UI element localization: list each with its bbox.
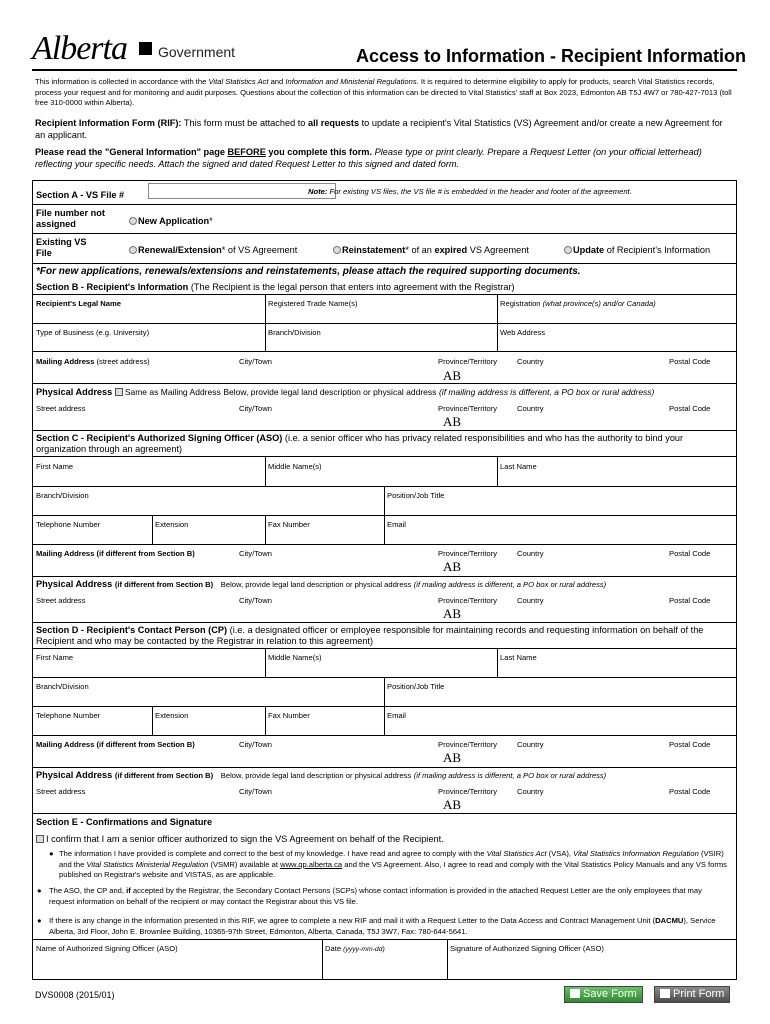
intro-act: Vital Statistics Act [208, 77, 269, 86]
radio-icon [129, 246, 137, 254]
mailing-address-field[interactable]: Mailing Address (if different from Section B) [36, 549, 195, 558]
country-field[interactable]: Country [517, 596, 544, 605]
province-value: AB [443, 797, 462, 812]
province-field[interactable]: Province/Territory [438, 404, 498, 413]
rif-text: to update a recipient's Vital Statistics (VS) Agreement and/or create a new Agreement for an applicant. [35, 118, 723, 140]
registration-italic: (what province(s) and/or Canada) [542, 299, 656, 308]
section-e-title: Section E - Confirmations and Signature [36, 817, 213, 827]
extension-field[interactable]: Extension [155, 711, 189, 720]
instructions [35, 147, 735, 170]
confirmation-bullet-1 [59, 849, 727, 881]
rif-text: This form must be attached to [183, 118, 306, 128]
intro-part: This information is collected in accordance with the [35, 77, 207, 86]
radio-label: New Application [138, 216, 210, 226]
title-divider [32, 69, 737, 71]
confirmation-bullet-3 [49, 916, 717, 937]
intro-text [35, 77, 735, 109]
street-address-field[interactable]: Street address [36, 404, 86, 413]
note-lead: Note: [308, 187, 328, 196]
bullet-icon: ● [37, 916, 42, 925]
city-field[interactable]: City/Town [239, 549, 272, 558]
instructions-italic: Please type or print clearly. Prepare a Request Letter (on your official letterhead) reflecting your specific needs. Attach the signed and dated Request Letter to this signed and dated form. [35, 147, 702, 169]
branch-field[interactable]: Branch/Division [268, 328, 321, 337]
physical-address-row [36, 387, 654, 397]
street-address-field[interactable]: Street address [36, 596, 86, 605]
legal-name-field[interactable]: Recipient's Legal Name [36, 299, 121, 308]
position-field[interactable]: Position/Job Title [387, 682, 445, 691]
checkbox-label: Same as Mailing Address [124, 387, 221, 397]
rif-bold: all requests [307, 118, 360, 128]
qp-alberta-link[interactable]: www.qp.alberta.ca [280, 859, 343, 869]
note-text: For existing VS files, the VS file # is embedded in the header and footer of the agreement. [329, 187, 632, 196]
bullet-bold: if [126, 886, 131, 895]
physical-address-row [36, 770, 606, 780]
physical-italic: (if mailing address is different, a PO box or rural address) [413, 580, 607, 589]
province-value: AB [443, 559, 462, 574]
section-b-title: Section B - Recipient's Information [36, 282, 189, 292]
mailing-tail: (street address) [96, 357, 150, 366]
radio-mid: of an [411, 245, 432, 255]
section-d-desc: (i.e. a designated officer or employee responsible for maintaining records and requesting information on behalf of the Recipient and who may be contacted by the Registrar in relation to this agreement) [36, 625, 704, 646]
confirm-label: I confirm that I am a senior officer authorized to sign the VS Agreement on behalf of the Recipient. [46, 834, 444, 844]
section-d-header [36, 625, 734, 647]
extension-field[interactable]: Extension [155, 520, 189, 529]
bullet-text: The ASO, the CP and, [49, 886, 124, 895]
province-field[interactable]: Province/Territory [438, 787, 498, 796]
postal-code-field[interactable]: Postal Code [669, 357, 711, 366]
checkbox-icon [36, 835, 44, 843]
date-field[interactable] [325, 944, 385, 953]
first-name-field[interactable]: First Name [36, 653, 74, 662]
section-c-header [36, 433, 726, 455]
last-name-field[interactable]: Last Name [500, 462, 537, 471]
page-title: Access to Information - Recipient Information [356, 46, 747, 66]
radio-tail: VS Agreement [469, 245, 529, 255]
supporting-docs-notice: *For new applications, renewals/extensions and reinstatements, please attach the required supporting documents. [36, 266, 581, 277]
physical-desc: Below, provide legal land description or physical address [220, 771, 412, 780]
province-field[interactable]: Province/Territory [438, 549, 498, 558]
registration-field[interactable] [500, 299, 656, 308]
intro-regulation: Information and Ministerial Regulations [285, 77, 417, 86]
bullet-text: (VSIR) and the [59, 849, 724, 869]
bullet-bold: DACMU [655, 916, 684, 925]
registration-label: Registration [500, 299, 541, 308]
radio-icon [564, 246, 572, 254]
section-a-label: Section A - VS File # [36, 190, 125, 200]
mailing-address-field[interactable] [36, 357, 150, 366]
province-value: AB [443, 750, 462, 765]
bullet-italic: Vital Statistics Ministerial Regulation [86, 859, 209, 869]
type-business-field[interactable]: Type of Business (e.g. University) [36, 328, 150, 337]
bullet-text: (VSMR) available at [210, 859, 278, 869]
confirmation-bullet-2 [49, 886, 717, 907]
bullet-italic: Vital Statistics Information Regulation [573, 849, 699, 858]
rif-description [35, 118, 735, 141]
bullet-text: and the VS Agreement. Also, I agree to read and comply with the Vital Statistics Policy Manuals and any VS forms published on Registrar's website and VISTAS, as are applicable. [59, 859, 727, 879]
middle-name-field[interactable]: Middle Name(s) [268, 653, 322, 662]
branch-field[interactable]: Branch/Division [36, 682, 89, 691]
city-field[interactable]: City/Town [239, 404, 272, 413]
province-value: AB [443, 414, 462, 429]
section-c-title: Section C - Recipient's Authorized Signing Officer (ASO) [36, 433, 283, 443]
physical-italic: (if mailing address is different, a PO box or rural address) [413, 771, 607, 780]
radio-label: Renewal/Extension [138, 245, 222, 255]
position-field[interactable]: Position/Job Title [387, 491, 445, 500]
bullet-text: accepted by the Registrar, the Secondary Contact Persons (SCPs) whose contact information is provided in the attached Request Letter are the only employees that may request information on behalf of the recipient or may contact the Registrar about this VS file. [49, 886, 702, 906]
radio-expired: expired [434, 245, 468, 255]
asterisk: * [221, 245, 226, 255]
renewal-radio[interactable] [129, 245, 297, 255]
province-value: AB [443, 368, 462, 383]
instructions-lead: you complete this form. [268, 147, 373, 157]
province-field[interactable]: Province/Territory [438, 596, 498, 605]
bullet-text: (VSA), [548, 849, 572, 858]
section-b-desc: (The Recipient is the legal person that enters into agreement with the Registrar) [190, 282, 515, 292]
postal-code-field[interactable]: Postal Code [669, 549, 711, 558]
web-address-field[interactable]: Web Address [500, 328, 546, 337]
section-d-title: Section D - Recipient's Contact Person (CP) [36, 625, 228, 635]
same-as-mailing-checkbox[interactable] [115, 387, 221, 397]
physical-desc: Below, provide legal land description or physical address [220, 580, 412, 589]
physical-italic: (if mailing address is different, a PO box or rural address) [438, 387, 655, 397]
physical-address-row [36, 579, 606, 589]
city-field[interactable]: City/Town [239, 787, 272, 796]
postal-code-field[interactable]: Postal Code [669, 596, 711, 605]
physical-tail: (if different from Section B) [114, 580, 214, 589]
intro-and: and [270, 77, 284, 86]
asterisk: * [405, 245, 409, 255]
last-name-field[interactable]: Last Name [500, 653, 537, 662]
file-number-label: File number not assigned [36, 208, 105, 229]
save-form-button[interactable] [564, 986, 643, 1003]
physical-label: Physical Address [36, 770, 113, 780]
bullet-italic: Vital Statistics Act [486, 849, 547, 858]
trade-name-field[interactable]: Registered Trade Name(s) [268, 299, 358, 308]
section-b-header [36, 282, 515, 292]
save-icon [570, 989, 580, 998]
instructions-before: BEFORE [227, 147, 266, 157]
physical-label: Physical Address [36, 579, 113, 589]
government-label: Government [158, 44, 236, 60]
province-value: AB [443, 606, 462, 621]
bullet-text: The information I have provided is complete and correct to the best of my knowledge. I have read and agree to comply with the [59, 849, 485, 858]
instructions-lead: Please read the "General Information" page [35, 147, 225, 157]
telephone-field[interactable]: Telephone Number [36, 520, 101, 529]
street-address-field[interactable]: Street address [36, 787, 86, 796]
signature-field[interactable]: Signature of Authorized Signing Officer (ASO) [450, 944, 604, 953]
country-field[interactable]: Country [517, 740, 544, 749]
physical-desc: Below, provide legal land description or physical address [223, 387, 437, 397]
aso-name-field[interactable]: Name of Authorized Signing Officer (ASO) [36, 944, 178, 953]
radio-label: Reinstatement [342, 245, 406, 255]
bullet-text: If there is any change in the information presented in this RIF, we agree to complete a new RIF and mail it with a Request Letter to the Data Access and Contract Management Unit ( [49, 916, 656, 925]
physical-tail: (if different from Section B) [114, 771, 214, 780]
city-field[interactable]: City/Town [239, 596, 272, 605]
country-field[interactable]: Country [517, 357, 544, 366]
form-code: DVS0008 (2015/01) [35, 990, 115, 1000]
bullet-icon: ● [49, 849, 54, 858]
date-format: (yyyy-mm-dd) [343, 946, 385, 953]
physical-label: Physical Address [36, 387, 113, 397]
date-label: Date [325, 944, 342, 953]
confirm-checkbox[interactable] [36, 834, 444, 844]
section-a-note [308, 187, 632, 196]
recipient-form [32, 180, 737, 980]
telephone-field[interactable]: Telephone Number [36, 711, 101, 720]
print-form-button[interactable] [654, 986, 730, 1003]
section-c-desc: (i.e. a senior officer who has privacy related responsibilities and who has the authority to bind your organization through an agreement) [36, 433, 684, 454]
asterisk: * [209, 216, 213, 226]
alberta-logo-mark-icon [139, 42, 152, 55]
mailing-label: Mailing Address [36, 357, 95, 366]
mailing-address-field[interactable]: Mailing Address (if different from Section B) [36, 740, 195, 749]
bullet-icon: ● [37, 886, 42, 895]
email-field[interactable]: Email [387, 520, 406, 529]
country-field[interactable]: Country [517, 549, 544, 558]
country-field[interactable]: Country [517, 787, 544, 796]
radio-tail: of Recipient's Information [606, 245, 711, 255]
print-icon [660, 989, 670, 998]
postal-code-field[interactable]: Postal Code [669, 740, 711, 749]
radio-icon [333, 246, 341, 254]
bullet-text: ), Service Alberta, 3rd Floor, John E. Brownlee Building, 10365-97th Street, Edmonton, Alberta, Canada, T5J 3W7, Fax: 780-644-5641. [49, 916, 716, 936]
radio-tail: of VS Agreement [227, 245, 298, 255]
middle-name-field[interactable]: Middle Name(s) [268, 462, 322, 471]
save-label: Save Form [583, 988, 637, 1000]
first-name-field[interactable]: First Name [36, 462, 74, 471]
country-field[interactable]: Country [517, 404, 544, 413]
new-application-radio[interactable] [129, 216, 213, 226]
radio-label: Update [573, 245, 605, 255]
fax-field[interactable]: Fax Number [268, 520, 310, 529]
alberta-logo: Alberta [32, 30, 127, 67]
checkbox-icon [115, 388, 123, 396]
existing-vs-label: Existing VS File [36, 237, 87, 258]
reinstatement-radio[interactable] [333, 245, 529, 255]
intro-part: . It is required to determine eligibility to apply for products, search Vital Statistics records, process your request and for monitoring and audit purposes. Questions about the collection of this information can be directed to Vital Statistics' staff at Box 2023, Edmonton AB T5J 4W7 or 780-427-7013 (toll free 310-0000 within Alberta). [35, 77, 732, 107]
update-radio[interactable] [564, 245, 710, 255]
province-field[interactable]: Province/Territory [438, 357, 498, 366]
print-label: Print Form [673, 988, 725, 1000]
city-field[interactable]: City/Town [239, 740, 272, 749]
email-field[interactable]: Email [387, 711, 406, 720]
province-field[interactable]: Province/Territory [438, 740, 498, 749]
radio-icon [129, 217, 137, 225]
branch-field[interactable]: Branch/Division [36, 491, 89, 500]
postal-code-field[interactable]: Postal Code [669, 404, 711, 413]
postal-code-field[interactable]: Postal Code [669, 787, 711, 796]
fax-field[interactable]: Fax Number [268, 711, 310, 720]
rif-lead: Recipient Information Form (RIF): [35, 118, 182, 128]
city-field[interactable]: City/Town [239, 357, 272, 366]
